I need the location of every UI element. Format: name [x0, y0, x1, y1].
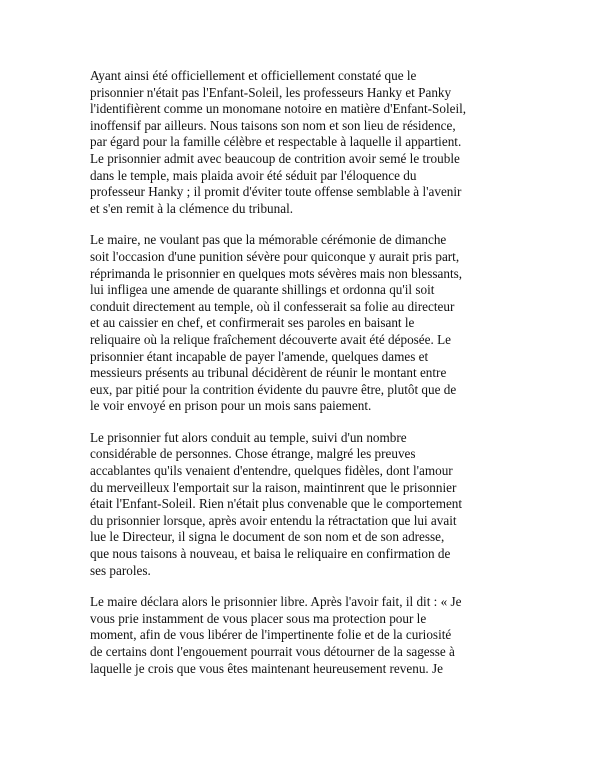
text-line: dans le temple, mais plaida avoir été séduit par l'éloquence du — [90, 167, 417, 183]
text-line: du merveilleux l'emportait sur la raison, maintinrent que le prisonnier — [90, 479, 457, 495]
text-line: moment, afin de vous libérer de l'impertinente folie et de la curiosité — [90, 627, 452, 643]
text-line: accablantes qu'ils venaient d'entendre, quelques fidèles, dont l'amour — [90, 463, 453, 479]
text-line: l'identifièrent comme un monomane notoire en matière d'Enfant-Soleil, — [90, 101, 467, 117]
text-line: prisonnier étant incapable de payer l'amende, quelques dames et — [90, 348, 429, 364]
text-line: professeur Hanky ; il promit d'éviter toute offense semblable à l'avenir — [90, 184, 462, 200]
body-text — [90, 68, 530, 692]
text-line: soit l'occasion d'une punition sévère pour quiconque y aurait pris part, — [90, 248, 460, 264]
text-line: du prisonnier lorsque, après avoir entendu la rétractation que lui avait — [90, 512, 457, 528]
text-line: vous prie instamment de vous placer sous ma protection pour le — [90, 610, 427, 626]
text-line: Ayant ainsi été officiellement et officiellement constaté que le — [90, 68, 417, 83]
text-line: lui infligea une amende de quarante shillings et ordonna qu'il soit — [90, 282, 435, 298]
text-line: le voir envoyé en prison pour un mois sans paiement. — [90, 398, 372, 414]
text-line: messieurs présents au tribunal décidèrent de réunir le montant entre — [90, 365, 447, 381]
text-line: Le prisonnier admit avec beaucoup de contrition avoir semé le trouble — [90, 150, 460, 166]
text-line: conduit directement au temple, où il confesserait sa folie au directeur — [90, 298, 455, 314]
text-line: reliquaire où la relique fraîchement découverte avait été déposée. Le — [90, 331, 452, 347]
paragraph-4 — [90, 594, 530, 677]
text-line: de certains dont l'engouement pourrait vous détourner de la sagesse à — [90, 644, 455, 659]
text-line: réprimanda le prisonnier en quelques mots sévères mais non blessants, — [90, 265, 463, 281]
text-line: Le prisonnier fut alors conduit au temple, suivi d'un nombre — [90, 429, 407, 445]
text-line: prisonnier n'était pas l'Enfant-Soleil, les professeurs Hanky et Panky — [90, 84, 452, 100]
text-line: inoffensif par ailleurs. Nous taisons son nom et son lieu de résidence, — [90, 117, 456, 133]
paragraph-1 — [90, 68, 530, 217]
text-line: considérable de personnes. Chose étrange, malgré les preuves — [90, 446, 416, 462]
text-line: était l'Enfant-Soleil. Rien n'était plus convenable que le comportement — [90, 496, 463, 512]
paragraph-2 — [90, 232, 530, 415]
text-line: et au caissier en chef, et confirmerait ses paroles en baisant le — [90, 315, 415, 331]
text-line: par égard pour la famille célèbre et respectable à laquelle il appartient. — [90, 134, 462, 150]
text-line: que nous taisons à nouveau, et baisa le reliquaire en confirmation de — [90, 546, 451, 562]
text-line: lue le Directeur, il signa le document de son nom et de son adresse, — [90, 529, 445, 545]
paragraph-3 — [90, 430, 530, 579]
text-line: ses paroles. — [90, 562, 151, 578]
text-line: eux, par pitié pour la contrition évidente du pauvre être, plutôt que de — [90, 381, 457, 397]
text-line: Le maire déclara alors le prisonnier libre. Après l'avoir fait, il dit : « Je — [90, 594, 462, 610]
text-line: et s'en remit à la clémence du tribunal. — [90, 200, 294, 216]
text-line: Le maire, ne voulant pas que la mémorable cérémonie de dimanche — [90, 232, 447, 248]
text-line: laquelle je crois que vous êtes maintenant heureusement revenu. Je — [90, 660, 444, 676]
